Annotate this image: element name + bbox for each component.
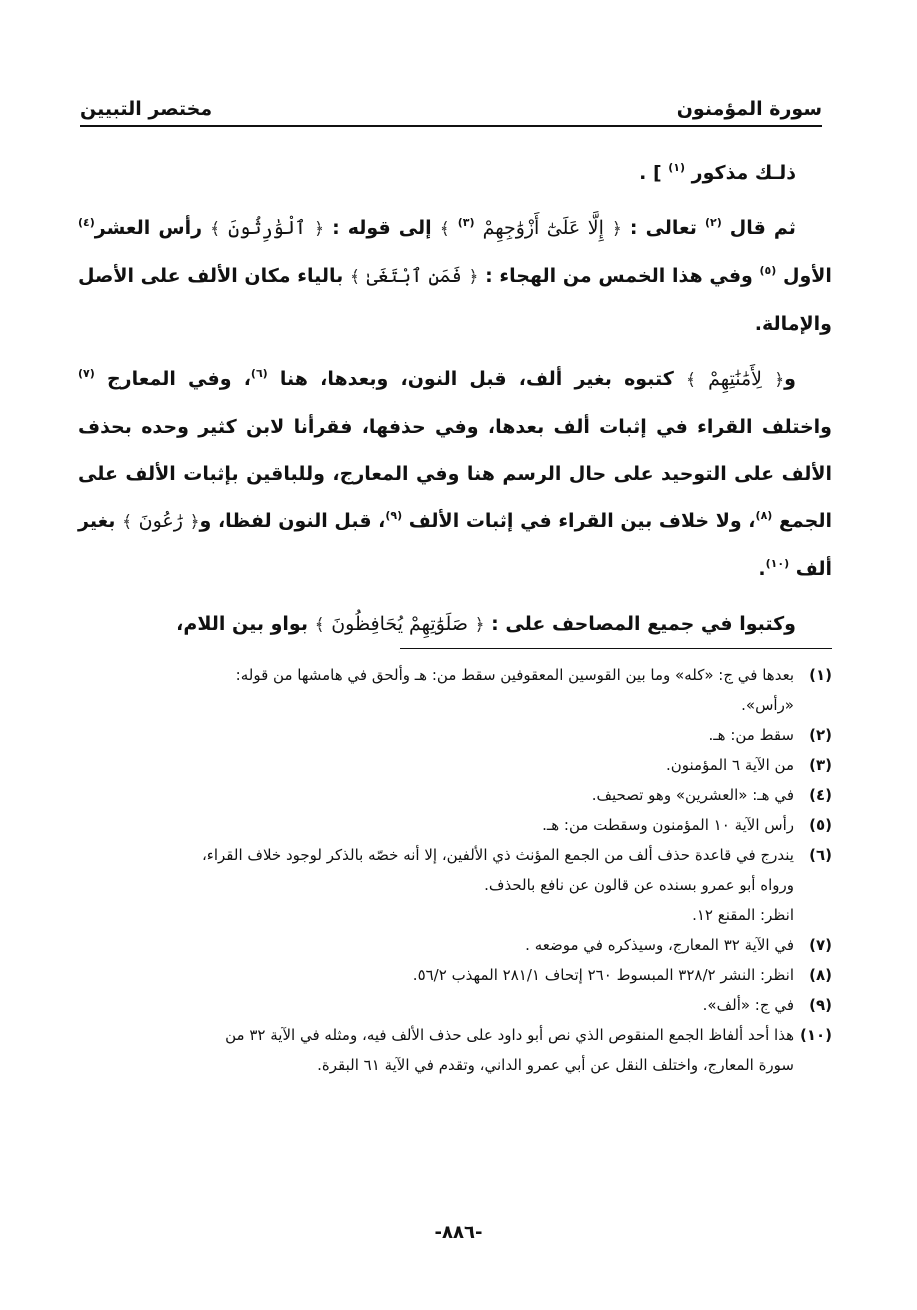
footnote-line: في هـ: «العشرين» وهو تصحيف. [591,786,794,804]
footnote-line: هذا أحد ألفاظ الجمع المنقوص الذي نص أبو داود على حذف الألف فيه، ومثله في الآية ٣٢ من [225,1026,794,1044]
footnote-text [78,1020,794,1080]
quran-quote: رَٰعُونَ [138,510,183,532]
footnote-ref-10[interactable]: (١٠) [765,557,790,570]
footnote-number: (٢) [809,726,832,744]
footnote-ref-7[interactable]: (٧) [78,367,95,380]
quran-quote: إِلَّا عَلَىٰٓ أَزْوَٰجِهِمْ [482,217,604,239]
footnote-line: «رأس». [741,696,794,714]
quran-quote: ٱلْوَٰرِثُونَ [228,217,307,239]
text-run: ، قبل النون لفظا، و [199,510,386,532]
header-rule [80,125,822,127]
text-run: إلى قوله : [332,217,432,239]
text-run: ، ولا خلاف بين القراء في إثبات الألف [408,510,756,532]
footnote-rule [400,648,832,649]
running-header [80,80,822,120]
text-run: و [784,368,796,390]
footnote-ref-5[interactable]: (٥) [759,264,777,277]
footnotes-list [78,660,832,1080]
ornament-close: ﴾ [685,370,696,390]
text-run: كتبوه بغير ألف، قبل النون، وبعدها، هنا [279,368,674,390]
footnote-line: سقط من: هـ. [708,726,794,744]
footnote-item [78,720,832,750]
footnote-text [78,840,794,930]
footnote-item [78,810,832,840]
footnote-item [78,660,832,720]
text-run: ذلـك مذكور [691,162,796,184]
text-run: واختلف القراء في إثبات ألف بعدها، وفي حذفها، فقرأنا لابن كثير وحده بحذف الألف على التوحيد على حال الرسم هنا وفي المعارج، وللباقين بإثبات الألف على الجمع [78,416,832,532]
footnote-text [78,930,794,960]
ornament-close: ﴾ [210,219,221,239]
footnote-text [78,990,794,1020]
text-run: رأس العشر [94,217,203,239]
footnote-number: (٩) [809,996,832,1014]
footnote-text [78,660,794,720]
quran-quote: فَمَنِ ٱبْتَغَىٰ [366,265,462,287]
footnote-number: (٦) [809,846,832,864]
paragraph-1 [78,150,832,197]
paragraph-2 [78,205,832,348]
ornament-open: ﴿ [611,219,622,239]
footnote-number: (١٠) [799,1026,832,1044]
footnote-line: انظر: النشر ٣٢٨/٢ المبسوط ٢٦٠ إتحاف ٢٨١/١ المهذب ٥٦/٢. [412,966,794,984]
text-run: تعالى : [629,217,697,239]
book-title: مختصر التبيين [80,98,213,120]
ornament-open: ﴿ [189,512,200,532]
footnote-number: (١) [809,666,832,684]
ornament-close: ﴾ [439,219,450,239]
footnote-number: (٨) [809,966,832,984]
footnote-ref-1[interactable]: (١) [668,161,686,174]
footnote-item [78,960,832,990]
ornament-close: ﴾ [349,267,360,287]
footnote-line: من الآية ٦ المؤمنون. [665,756,794,774]
footnote-text [78,810,794,840]
text-run: بغير ألف [78,510,832,580]
text-run: ، وفي المعارج [106,368,251,390]
text-run: الأول [782,265,832,287]
ornament-open: ﴿ [314,219,325,239]
footnote-item [78,1020,832,1080]
footnote-line: في الآية ٣٢ المعارج، وسيذكره في موضعه . [525,936,794,954]
quran-quote: صَلَوَٰتِهِمْ يُحَافِظُونَ [331,613,468,635]
footnote-ref-9[interactable]: (٩) [385,509,403,522]
paragraph-4 [78,601,832,649]
ornament-open: ﴿ [474,615,485,635]
footnote-item [78,750,832,780]
footnote-line: سورة المعارج، واختلف النقل عن أبي عمرو الداني، وتقدم في الآية ٦١ البقرة. [317,1056,794,1074]
footnote-item [78,840,832,930]
ornament-open: ﴿ [468,267,479,287]
text-run: ثم قال [729,217,796,239]
footnote-ref-6[interactable]: (٦) [250,367,268,380]
quran-quote: لِأَمَٰنَٰتِهِمْ [708,368,762,390]
footnote-text [78,750,794,780]
ornament-close: ﴾ [122,512,133,532]
page-number: -٨٨٦- [434,1222,483,1243]
footnote-item [78,780,832,810]
footnote-line: رأس الآية ١٠ المؤمنون وسقطت من: هـ. [542,816,794,834]
footnote-text [78,960,794,990]
footnote-item [78,990,832,1020]
text-run: وفي هذا الخمس من الهجاء : [485,265,753,287]
footnote-line: انظر: المقنع ١٢. [692,906,794,924]
footnote-line: بعدها في ج: «كله» وما بين القوسين المعقوفين سقط من: هـ وألحق في هامشها من قوله: [235,666,794,684]
footnote-ref-8[interactable]: (٨) [755,509,773,522]
footnote-line: في ج: «ألف». [702,996,794,1014]
paragraph-3 [78,356,832,593]
main-text [78,150,832,657]
footnote-line: ورواه أبو عمرو بسنده عن قالون عن نافع بالحذف. [484,876,794,894]
footnote-item [78,930,832,960]
footnote-ref-4[interactable]: (٤) [78,216,95,229]
ornament-close: ﴾ [314,615,325,635]
text-run: بالياء مكان الألف على الأصل والإمالة. [78,265,832,335]
footnote-text [78,720,794,750]
text-run: بواو بين اللام، [176,613,308,635]
footnote-line: يندرج في قاعدة حذف ألف من الجمع المؤنث ذي الألفين، إلا أنه خصّه بالذكر لوجود خلاف القراء، [201,846,794,864]
footnote-number: (٥) [809,816,832,834]
surah-title: سورة المؤمنون [676,98,822,120]
footnote-ref-3[interactable]: (٣) [457,216,475,229]
text-run: وكتبوا في جميع المصاحف على : [491,613,796,635]
ornament-open: ﴿ [774,370,785,390]
footnote-text [78,780,794,810]
text-run: . [758,558,766,580]
footnote-ref-2[interactable]: (٢) [704,216,722,229]
footnote-number: (٣) [809,756,832,774]
footnote-number: (٧) [809,936,832,954]
footnote-number: (٤) [809,786,832,804]
text-run: ] . [639,162,662,184]
